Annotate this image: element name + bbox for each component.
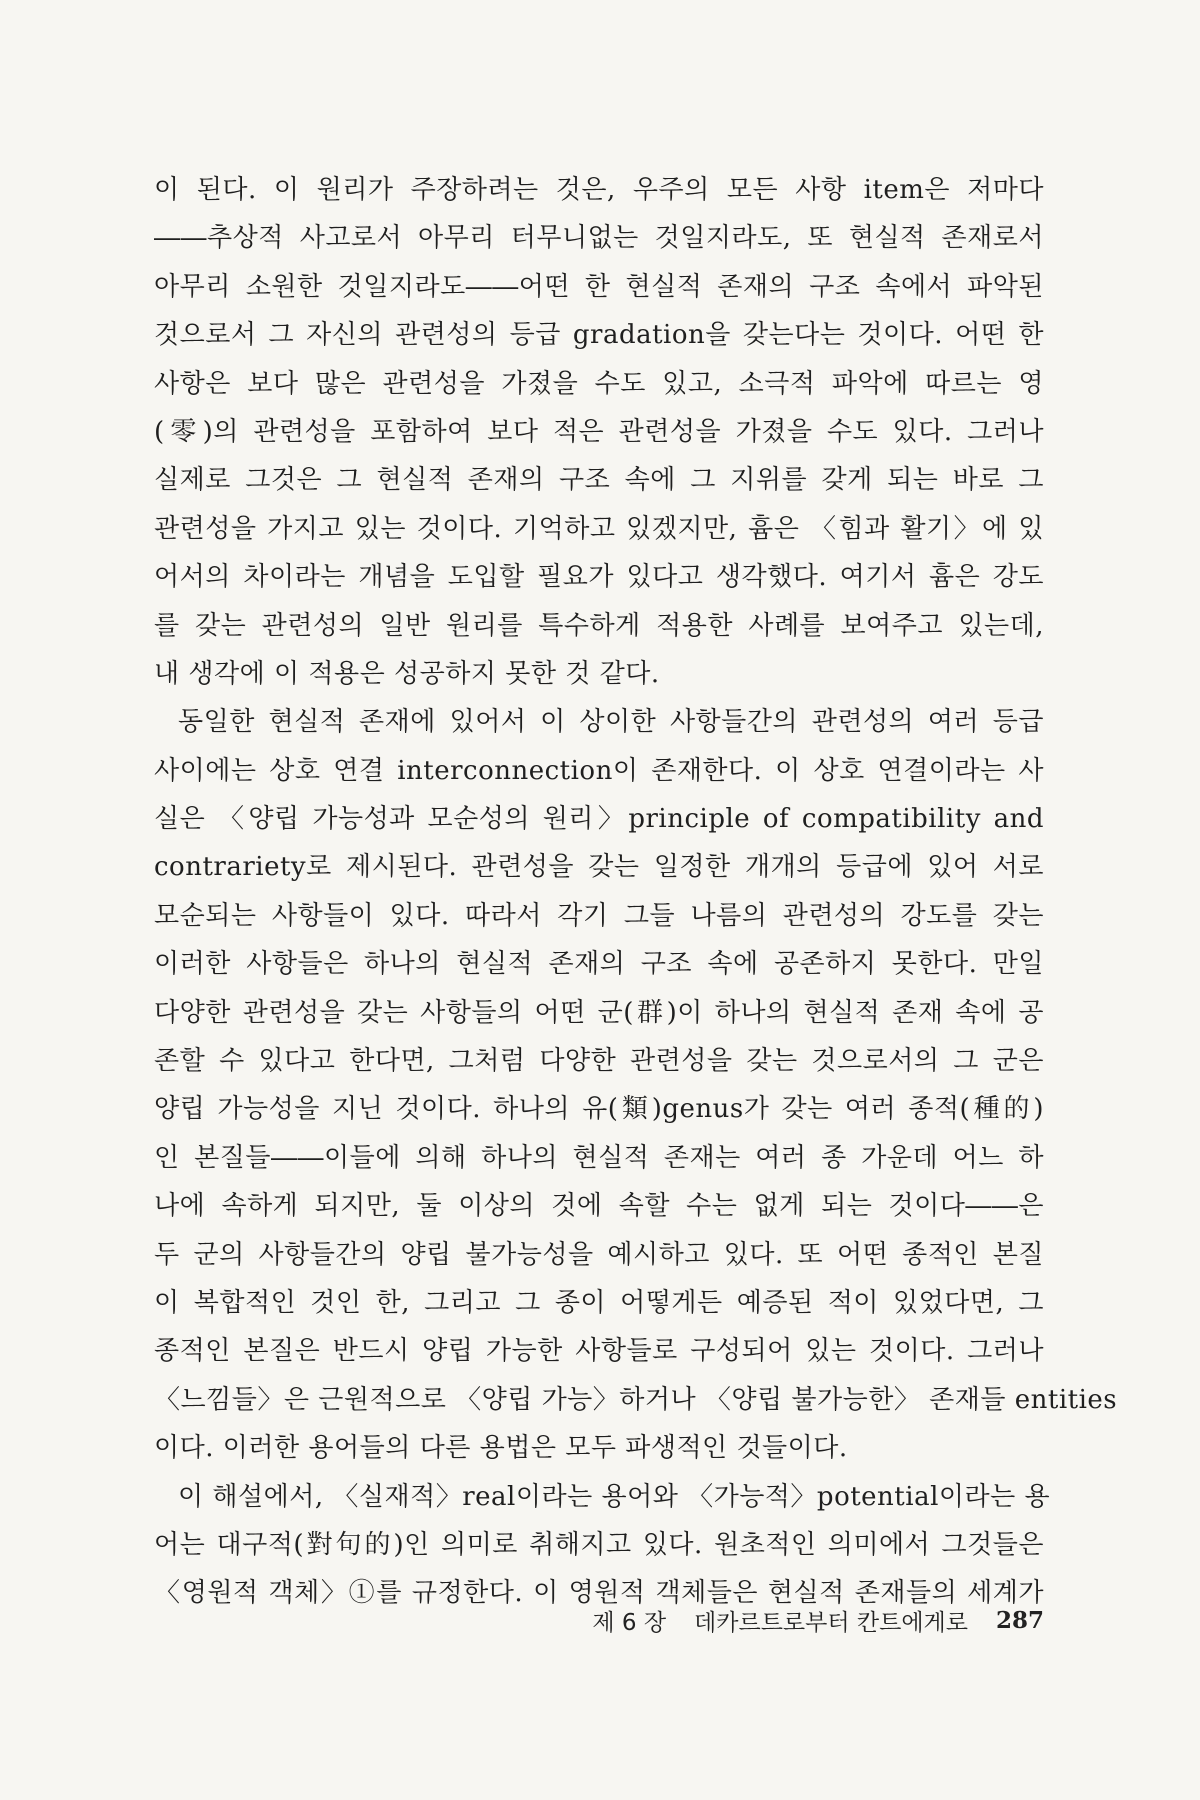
body-text [154, 166, 1118, 1618]
page-footer [500, 1600, 1044, 1640]
text-line: 이 된다. 이 원리가 주장하려는 것은, 우주의 모든 사항 item은 저마다 [154, 175, 1044, 205]
chapter-label: 제 6 장 [592, 1609, 667, 1636]
text-line: 사이에는 상호 연결 interconnection이 존재한다. 이 상호 연결이라는 사 [154, 755, 1044, 786]
text-line: ――추상적 사고로서 아무리 터무니없는 것일지라도, 또 현실적 존재로서 [154, 223, 1044, 254]
text-line: 어는 대구적(對句的)인 의미로 취해지고 있다. 원초적인 의미에서 그것들은 [154, 1529, 1044, 1560]
text-line: 두 군의 사항들간의 양립 불가능성을 예시하고 있다. 또 어떤 종적인 본질 [154, 1239, 1044, 1270]
text-line: 것으로서 그 자신의 관련성의 등급 gradation을 갖는다는 것이다. 어떤 한 [154, 320, 1044, 351]
text-line: 관련성을 가지고 있는 것이다. 기억하고 있겠지만, 흄은 〈힘과 활기〉에 있 [154, 513, 1044, 544]
text-line: 이 해설에서, 〈실재적〉real이라는 용어와 〈가능적〉potential이라는 용 [178, 1481, 1051, 1512]
text-line: 어서의 차이라는 개념을 도입할 필요가 있다고 생각했다. 여기서 흄은 강도 [154, 562, 1044, 593]
text-line: 를 갖는 관련성의 일반 원리를 특수하게 적용한 사례를 보여주고 있는데, [154, 610, 1044, 641]
text-line: 모순되는 사항들이 있다. 따라서 각기 그들 나름의 관련성의 강도를 갖는 [154, 900, 1044, 931]
page-number: 287 [995, 1606, 1044, 1634]
text-line: 종적인 본질은 반드시 양립 가능한 사항들로 구성되어 있는 것이다. 그러나 [154, 1336, 1044, 1367]
text-line: 〈느낌들〉은 근원적으로 〈양립 가능〉하거나 〈양립 불가능한〉 존재들 entities [154, 1384, 1118, 1415]
text-line: 실제로 그것은 그 현실적 존재의 구조 속에 그 지위를 갖게 되는 바로 그 [154, 465, 1044, 496]
text-line: 이러한 사항들은 하나의 현실적 존재의 구조 속에 공존하지 못한다. 만일 [154, 949, 1044, 980]
text-line: 내 생각에 이 적용은 성공하지 못한 것 같다. [154, 658, 660, 689]
text-line: 실은 〈양립 가능성과 모순성의 원리〉principle of compatibility and [154, 804, 1044, 835]
text-line: 인 본질들――이들에 의해 하나의 현실적 존재는 여러 종 가운데 어느 하 [154, 1142, 1044, 1173]
text-line: 양립 가능성을 지닌 것이다. 하나의 유(類)genus가 갖는 여러 종적(種的) [154, 1094, 1044, 1125]
text-line: 아무리 소원한 것일지라도――어떤 한 현실적 존재의 구조 속에서 파악된 [154, 271, 1044, 302]
text-line: 나에 속하게 되지만, 둘 이상의 것에 속할 수는 없게 되는 것이다――은 [154, 1191, 1044, 1222]
text-line: (零)의 관련성을 포함하여 보다 적은 관련성을 가졌을 수도 있다. 그러나 [154, 416, 1044, 447]
text-line: 동일한 현실적 존재에 있어서 이 상이한 사항들간의 관련성의 여러 등급 [178, 707, 1044, 738]
chapter-title: 데카르트로부터 칸트에게로 [694, 1609, 968, 1636]
text-line: contrariety로 제시된다. 관련성을 갖는 일정한 개개의 등급에 있어 서로 [154, 852, 1044, 883]
text-line: 이다. 이러한 용어들의 다른 용법은 모두 파생적인 것들이다. [154, 1433, 848, 1464]
text-line: 이 복합적인 것인 한, 그리고 그 종이 어떻게든 예증된 적이 있었다면, 그 [154, 1287, 1044, 1318]
text-line: 존할 수 있다고 한다면, 그처럼 다양한 관련성을 갖는 것으로서의 그 군은 [154, 1046, 1044, 1077]
text-line: 〈영원적 객체〉①를 규정한다. 이 영원적 객체들은 현실적 존재들의 세계가 [154, 1578, 1044, 1609]
text-line: 사항은 보다 많은 관련성을 가졌을 수도 있고, 소극적 파악에 따르는 영 [154, 368, 1044, 399]
text-line: 다양한 관련성을 갖는 사항들의 어떤 군(群)이 하나의 현실적 존재 속에 공 [154, 997, 1044, 1028]
